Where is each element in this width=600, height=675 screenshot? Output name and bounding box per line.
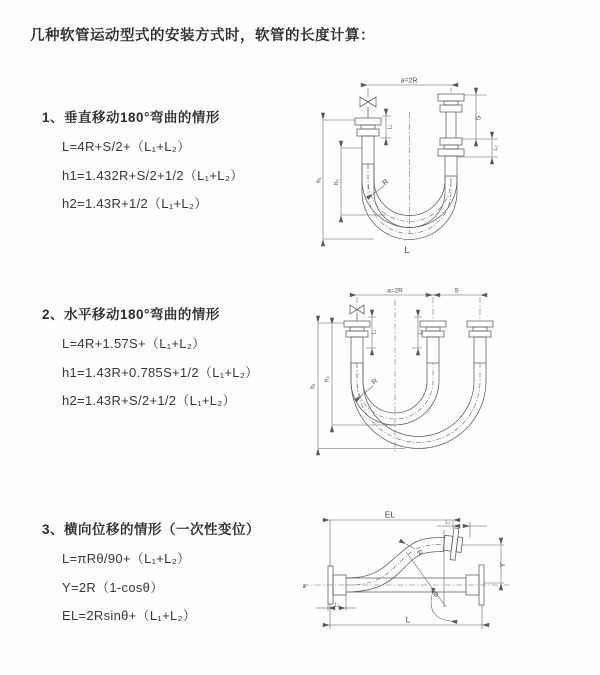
dim-label-h1: h₁ [316, 177, 323, 183]
dim-label-s: S [475, 115, 483, 121]
diagram-vertical-180-bend [316, 72, 588, 262]
dim-label-y: Y [500, 562, 507, 568]
braided-section [445, 156, 457, 176]
length-label: L [405, 614, 411, 625]
dim-label-s: S [454, 287, 459, 295]
radius-label: R [414, 549, 424, 558]
dimension-lines [318, 295, 480, 449]
moving-pipe-position-2 [467, 321, 493, 363]
valve-icon [360, 97, 376, 118]
formula-line: L=4R+1.57S+（L₁+L₂） [62, 336, 206, 351]
hose-curves [351, 363, 486, 449]
braided-section [362, 136, 374, 164]
formula-line: h2=1.43R+1/2（L₁+L₂） [62, 196, 208, 211]
fixed-pipe-assembly [355, 118, 381, 164]
formula-line: Y=2R（1-cosθ） [62, 579, 164, 595]
dim-label-a2r: a=2R [387, 287, 403, 295]
moving-pipe-position-1 [417, 321, 446, 363]
formula-line: h1=1.43R+0.785S+1/2（L₁+L₂） [62, 364, 259, 380]
page-title: 几种软管运动型式的安装方式时，软管的长度计算： [30, 28, 375, 44]
section-3-heading: 3、横向位移的情形（一次性变位） [42, 522, 261, 537]
dimension-lines [316, 520, 504, 629]
formula-line: h2=1.43R+S/2+1/2（L₁+L₂） [62, 393, 236, 408]
radius-label: R [370, 377, 380, 387]
displaced-flange [442, 527, 464, 561]
length-label: L [404, 245, 410, 256]
moving-pipe-assembly [438, 94, 464, 176]
section-3 [42, 518, 260, 637]
dim-label-a2r: a=2R [400, 77, 418, 85]
diagram-lateral-displacement [298, 508, 598, 643]
dim-label-h1: h₁ [310, 383, 317, 389]
section-2 [42, 303, 258, 422]
braided-section [351, 337, 363, 363]
radius-label: R [380, 176, 391, 188]
dim-label-l1: L₁ [334, 602, 340, 609]
braided-section [474, 337, 486, 363]
section-1-heading: 1、垂直移动180°弯曲的情形 [42, 110, 220, 125]
dim-label-l1: L₁ [387, 124, 394, 130]
formula-line: EL=2Rsinθ+（L₁+L₂） [62, 608, 197, 623]
formula-line: h1=1.432R+S/2+1/2（L₁+L₂） [62, 167, 244, 183]
section-1 [42, 106, 243, 225]
axis-centerlines [357, 297, 480, 321]
dim-label-l1: L₁ [371, 329, 378, 335]
dim-label-l2: L₂ [417, 329, 424, 335]
dim-label-h2: h₂ [334, 179, 340, 185]
angle-label: θ [434, 592, 438, 599]
radius-leader-arrow [361, 386, 373, 396]
diagram-horizontal-180-bend [310, 286, 592, 458]
dim-label-h2: h₂ [324, 376, 331, 382]
section-2-heading: 2、水平移动180°弯曲的情形 [42, 307, 220, 322]
dimension-lines [323, 85, 498, 239]
formula-line: L=πRθ/90+（L₁+L₂） [62, 551, 191, 566]
braided-section [427, 337, 439, 363]
formula-line: L=4R+S/2+（L₁+L₂） [62, 139, 191, 154]
fixed-pipe-assembly [344, 321, 370, 363]
dim-label-el: EL [384, 509, 396, 520]
centerline-mark: ƶ [303, 583, 307, 590]
dim-label-l2: L₂ [493, 145, 499, 151]
dim-label-l2: L₂ [445, 519, 451, 526]
